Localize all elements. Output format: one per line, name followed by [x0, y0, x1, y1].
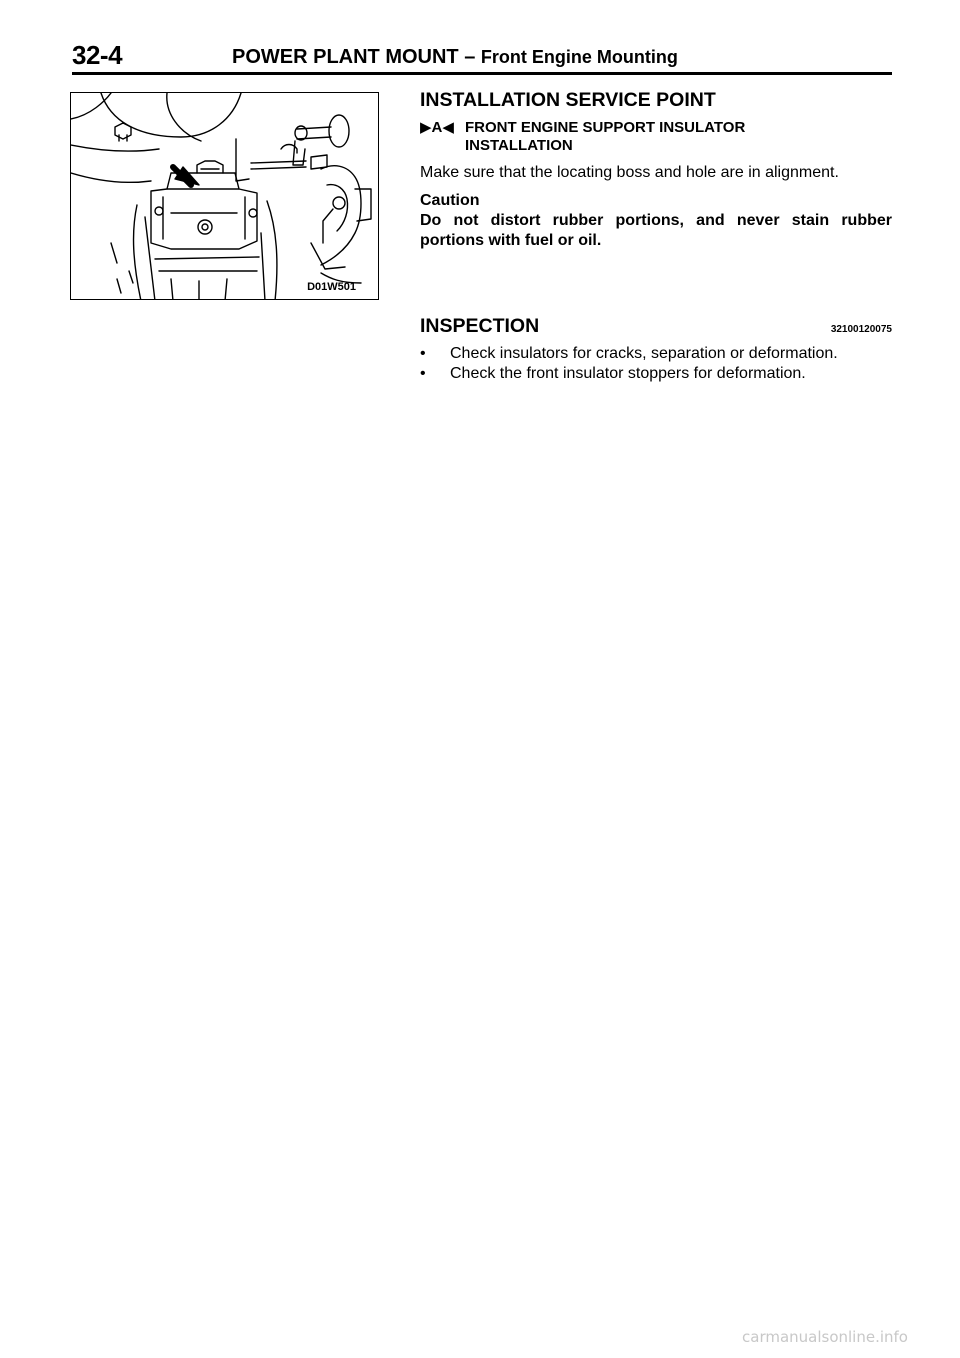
title-separator: –	[464, 46, 476, 68]
inspection-list	[420, 344, 892, 384]
list-item-text: Check the front insulator stoppers for deformation.	[450, 365, 806, 382]
marker-letter: A	[431, 119, 443, 136]
engine-mount-figure	[70, 92, 379, 300]
installation-title: INSTALLATION SERVICE POINT	[420, 89, 716, 111]
subheading-line-2: INSTALLATION	[465, 137, 573, 154]
section-name: POWER PLANT MOUNT	[232, 46, 459, 68]
figure-code: D01W501	[307, 281, 356, 293]
service-point-marker	[420, 119, 454, 137]
inspection-header	[420, 314, 892, 340]
inspection-title: INSPECTION	[420, 315, 540, 337]
caution-text: Do not distort rubber portions, and never stain rubber portions with fuel or oil.	[420, 212, 892, 249]
list-item	[420, 344, 892, 364]
page-header	[72, 40, 892, 76]
installation-subheading	[420, 119, 892, 155]
bullet-icon: •	[420, 365, 426, 382]
list-item-text: Check insulators for cracks, separation or deformation.	[450, 345, 838, 362]
alignment-paragraph: Make sure that the locating boss and hole are in alignment.	[420, 164, 839, 181]
section-title	[232, 46, 678, 69]
watermark: carmanualsonline.info	[742, 1328, 908, 1346]
header-rule	[72, 72, 892, 75]
content-column	[420, 88, 892, 382]
bullet-icon: •	[420, 345, 426, 362]
subheading-line-1: FRONT ENGINE SUPPORT INSULATOR	[465, 119, 746, 136]
left-triangle-icon: ◀	[442, 119, 454, 136]
subsection-name: Front Engine Mounting	[480, 47, 678, 67]
inspection-code: 32100120075	[830, 324, 892, 335]
engine-mount-illustration-icon	[71, 93, 379, 300]
list-item	[420, 364, 892, 384]
page-number: 32-4	[72, 40, 123, 70]
right-triangle-icon: ▶	[420, 119, 432, 136]
caution-label: Caution	[420, 192, 480, 209]
